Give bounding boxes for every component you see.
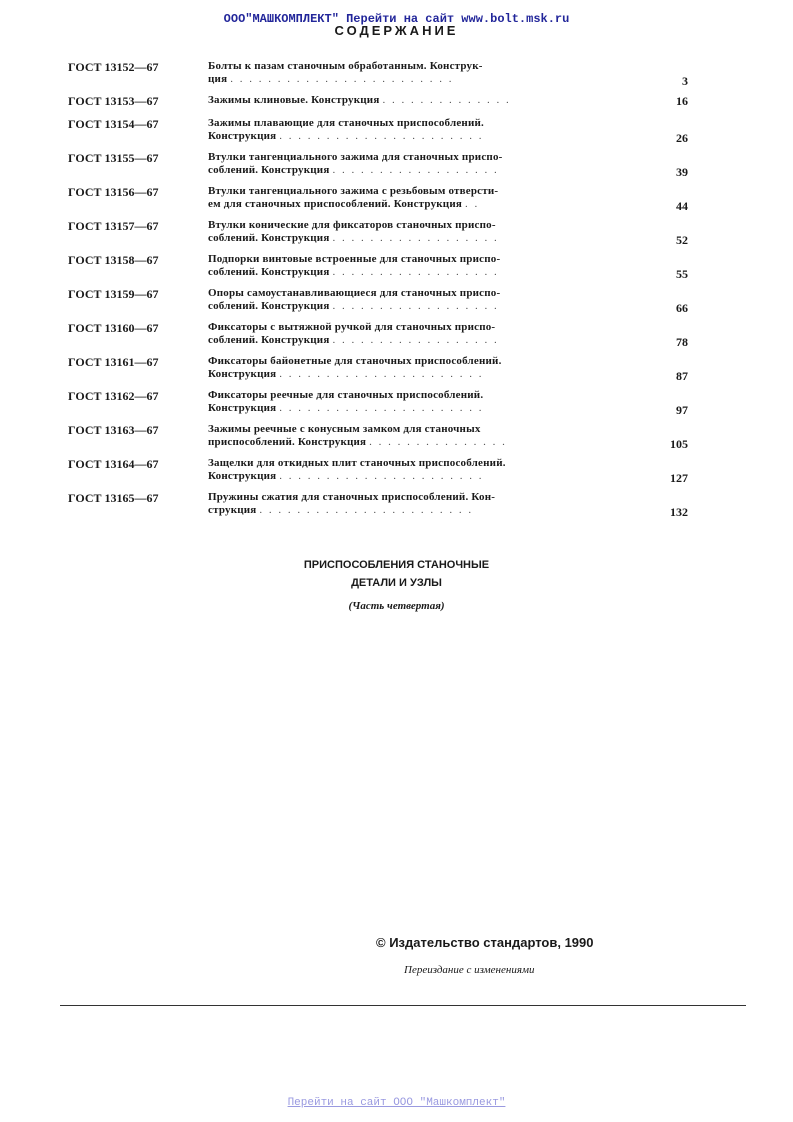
toc-code: ГОСТ 13157—67	[68, 219, 159, 233]
toc-code: ГОСТ 13165—67	[68, 491, 159, 505]
toc-title: Фиксаторы с вытяжной ручкой для станочных приспо- соблений. Конструкция . . . . . . . . . . . . . . . . . .	[208, 321, 499, 346]
part-subtitle: (Часть четвертая)	[348, 600, 445, 612]
toc-code: ГОСТ 13162—67	[68, 389, 159, 403]
toc-page: 16	[676, 94, 688, 108]
toc-row	[68, 491, 688, 525]
toc-code: ГОСТ 13159—67	[68, 287, 159, 301]
toc-page: 55	[676, 267, 688, 281]
toc-title: Опоры самоустанавливающиеся для станочных приспо- соблений. Конструкция . . . . . . . . . . . . . . . . . .	[208, 287, 501, 312]
toc-code: ГОСТ 13155—67	[68, 151, 159, 165]
toc-page: 78	[676, 335, 688, 349]
toc-code: ГОСТ 13161—67	[68, 355, 159, 369]
toc-title: Фиксаторы реечные для станочных приспособлений. Конструкция . . . . . . . . . . . . . . . . . . . . . .	[208, 389, 484, 414]
toc-row	[68, 321, 688, 355]
toc-page: 132	[670, 505, 688, 519]
toc-code: ГОСТ 13163—67	[68, 423, 159, 437]
toc-row	[68, 457, 688, 491]
publisher-copyright: © Издательство стандартов, 1990	[376, 935, 594, 950]
toc-row	[68, 219, 688, 253]
table-of-contents	[68, 60, 688, 525]
toc-page: 44	[676, 199, 688, 213]
toc-row	[68, 151, 688, 185]
toc-code: ГОСТ 13154—67	[68, 117, 159, 131]
toc-row	[68, 423, 688, 457]
section-heading	[0, 556, 793, 592]
toc-page: 87	[676, 369, 688, 383]
toc-code: ГОСТ 13152—67	[68, 60, 159, 74]
toc-row	[68, 185, 688, 219]
toc-title: Болты к пазам станочным обработанным. Конструк- ция . . . . . . . . . . . . . . . . . . . . . . . .	[208, 60, 483, 85]
toc-code: ГОСТ 13158—67	[68, 253, 159, 267]
toc-row	[68, 253, 688, 287]
toc-code: ГОСТ 13160—67	[68, 321, 159, 335]
toc-page: 52	[676, 233, 688, 247]
toc-row	[68, 355, 688, 389]
toc-row	[68, 60, 688, 94]
footer-site-link[interactable]: Перейти на сайт ООО "Машкомплект"	[287, 1097, 506, 1109]
toc-page: 127	[670, 471, 688, 485]
toc-title: Пружины сжатия для станочных приспособлений. Кон- струкция . . . . . . . . . . . . . . . . . . . . . . .	[208, 491, 496, 516]
toc-title: Защелки для откидных плит станочных приспособлений. Конструкция . . . . . . . . . . . . . . . . . . . . . .	[208, 457, 506, 482]
reissue-note: Переиздание с изменениями	[404, 964, 535, 976]
toc-row	[68, 94, 688, 117]
toc-title: Фиксаторы байонетные для станочных приспособлений. Конструкция . . . . . . . . . . . . . . . . . . . . . .	[208, 355, 502, 380]
toc-row	[68, 287, 688, 321]
toc-code: ГОСТ 13153—67	[68, 94, 159, 108]
toc-row	[68, 117, 688, 151]
toc-code: ГОСТ 13164—67	[68, 457, 159, 471]
toc-title: Зажимы клиновые. Конструкция . . . . . . . . . . . . . .	[208, 94, 511, 106]
toc-title: Зажимы реечные с конусным замком для станочных приспособлений. Конструкция . . . . . . . . . . . . . . .	[208, 423, 507, 448]
section-heading-line1: ПРИСПОСОБЛЕНИЯ СТАНОЧНЫЕ	[303, 559, 490, 571]
toc-page: 105	[670, 437, 688, 451]
toc-code: ГОСТ 13156—67	[68, 185, 159, 199]
toc-page: 66	[676, 301, 688, 315]
toc-page: 39	[676, 165, 688, 179]
toc-page: 3	[682, 74, 688, 88]
toc-title: Зажимы плавающие для станочных приспособлений. Конструкция . . . . . . . . . . . . . . . . . . . . . .	[208, 117, 484, 142]
toc-title: Подпорки винтовые встроенные для станочных приспо- соблений. Конструкция . . . . . . . . . . . . . . . . . .	[208, 253, 501, 278]
page-title: СОДЕРЖАНИЕ	[334, 23, 459, 38]
section-heading-line2: ДЕТАЛИ И УЗЛЫ	[351, 577, 442, 589]
horizontal-rule	[60, 1005, 746, 1006]
toc-page: 26	[676, 131, 688, 145]
toc-title: Втулки тангенциального зажима с резьбовым отверсти- ем для станочных приспособлений. Конструкция . .	[208, 185, 499, 210]
toc-row	[68, 389, 688, 423]
toc-title: Втулки тангенциального зажима для станочных приспо- соблений. Конструкция . . . . . . . . . . . . . . . . . .	[208, 151, 503, 176]
toc-page: 97	[676, 403, 688, 417]
site-banner[interactable]: ООО"МАШКОМПЛЕКТ" Перейти на сайт www.bolt.msk.ru	[223, 12, 570, 26]
toc-title: Втулки конические для фиксаторов станочных приспо- соблений. Конструкция . . . . . . . . . . . . . . . . . .	[208, 219, 499, 244]
